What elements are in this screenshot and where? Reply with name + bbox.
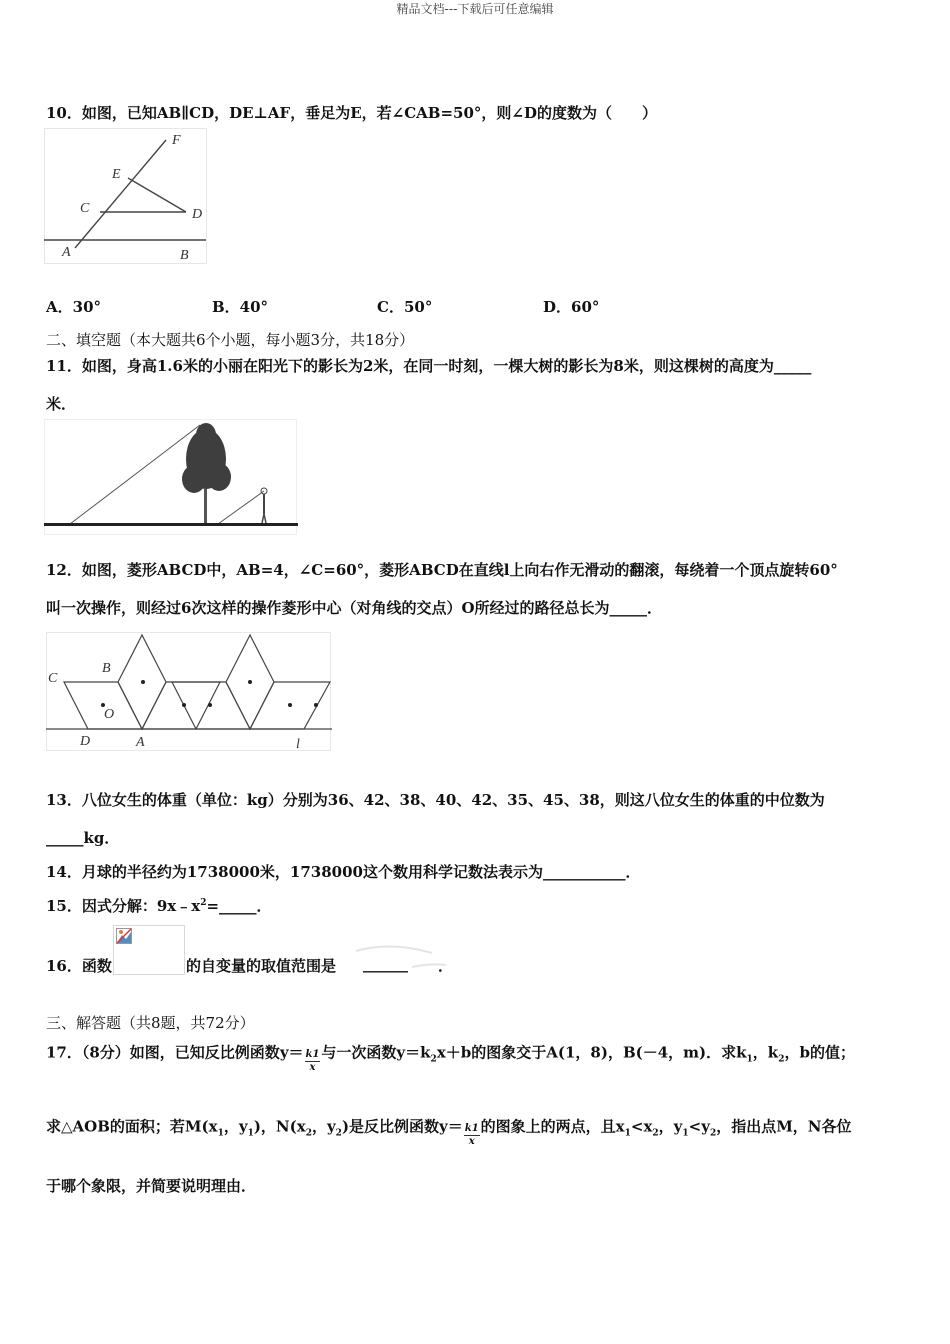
label-l: l (296, 737, 300, 752)
q10-option-c: C．50° (377, 298, 433, 316)
line-af (75, 140, 166, 248)
q15-text: 15．因式分解：$9x﹣x^2=\_\_\_\_\_$． (46, 897, 272, 915)
tree-trunk (204, 489, 207, 524)
page-header: 精品文档---下载后可任意编辑 (396, 2, 554, 16)
label-D: D (80, 734, 91, 749)
label-D: D (192, 207, 203, 222)
q16-middle: 的自变量的取值范围是 (186, 957, 337, 975)
q11-figure (44, 419, 298, 536)
q17-line2: 求△AOB的面积；若$M(x_1$，$y_1$)，$N(x_2$，$y_2$)是反比例函数y＝ $\frac{k1}{x}$ 的图象上的两点，且$x_1<x_2$，$y_1<y_2$，指出点M，N各位 (46, 1117, 852, 1147)
q17-line1: 17．（8分）如图，已知反比例函数y＝ $\frac{k1}{x}$ 与一次函数$y=k_2x+b$的图象交于A(1，8)，B(－4，m)．求$k_1$，$k_2$，b的值； (46, 1043, 855, 1073)
q13-line2: _____kg． (46, 829, 120, 847)
ground-line (44, 523, 298, 526)
line-de (128, 178, 186, 212)
q11-line1: 11．如图，身高1.6米的小丽在阳光下的影长为2米，在同一时刻，一棵大树的影长为8米，则这棵树的高度为_____ (46, 357, 812, 375)
q14-text: 14．月球的半径约为1738000米，1738000这个数用科学记数法表示为___________． (46, 863, 641, 881)
q16-end: ． (438, 957, 454, 975)
q10-option-a: A．30° (46, 298, 102, 316)
label-B: B (102, 661, 111, 676)
label-F: F (172, 133, 181, 148)
section-2-title: 二、填空题（本大题共6个小题，每小题3分，共18分） (46, 331, 415, 349)
q10-text: 10．如图，已知AB∥CD，DE⊥AF，垂足为E，若∠CAB=50°，则∠D的度数为（ ） (46, 104, 657, 122)
q11-line2: 米． (46, 395, 77, 413)
girl-sun-ray (218, 491, 264, 524)
label-C: C (48, 671, 58, 686)
broken-image-icon (116, 928, 132, 944)
q13-line1: 13．八位女生的体重（单位：kg）分别为36、42、38、40、42、35、45、38，则这八位女生的体重的中位数为 (46, 791, 825, 809)
label-A: A (136, 735, 145, 750)
label-A: A (62, 245, 71, 260)
label-O: O (104, 707, 115, 722)
q10-figure (44, 128, 208, 265)
q16-prefix: 16．函数 (46, 957, 112, 975)
q12-line2: 叫一次操作，则经过6次这样的操作菱形中心（对角线的交点）O所经过的路径总长为_____． (46, 599, 663, 617)
q16-blank: ______ (363, 955, 408, 973)
tree-sun-ray (70, 425, 200, 524)
q17-line3: 于哪个象限，并简要说明理由． (46, 1177, 257, 1195)
girl-figure (261, 488, 267, 523)
q12-figure (46, 632, 332, 752)
fraction-k1-over-x: $\frac{k1}{x}$ (305, 1049, 320, 1073)
q10-option-b: B．40° (212, 298, 269, 316)
label-B: B (180, 248, 189, 263)
q10-option-d: D．60° (543, 298, 600, 316)
label-E: E (112, 167, 121, 182)
section-3-title: 三、解答题（共8题，共72分） (46, 1014, 255, 1032)
fraction-k1-over-x-2: $\frac{k1}{x}$ (464, 1123, 479, 1147)
q12-line1: 12．如图，菱形ABCD中，AB=4，∠C=60°，菱形ABCD在直线l上向右作无滑动的翻滚，每绕着一个顶点旋转60° (46, 561, 838, 579)
function-formula-image (113, 925, 185, 975)
label-C: C (80, 201, 90, 216)
